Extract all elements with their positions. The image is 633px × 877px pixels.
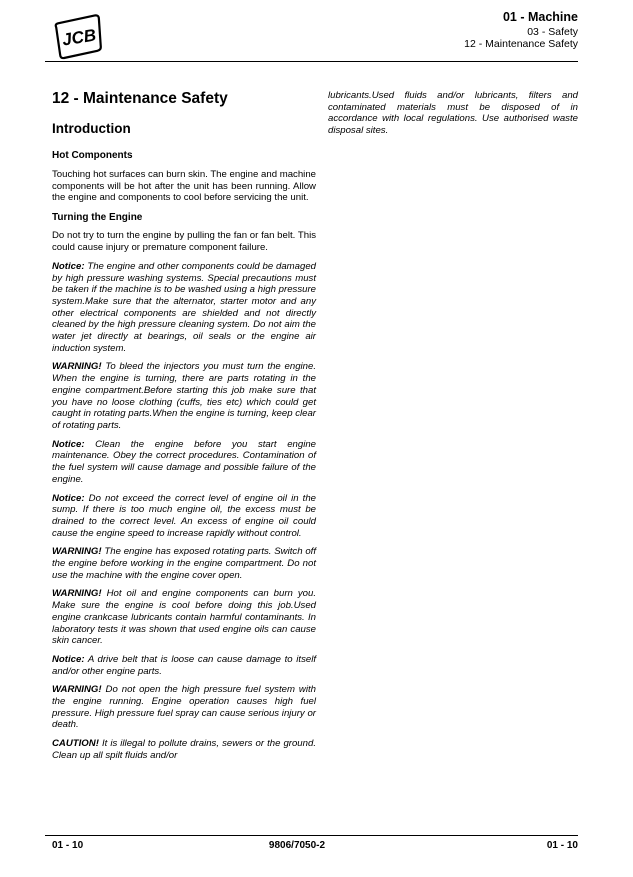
paragraph-hot-components: Touching hot surfaces can burn skin. The engine and machine components will be hot after the unit has been running. Allow the engine and components to cool before servicing the unit. — [52, 168, 316, 204]
caution-paragraph — [52, 738, 316, 761]
warning-paragraph — [52, 361, 316, 431]
subheading-hot-components: Hot Components — [52, 150, 133, 162]
notice-text: Clean the engine before you start engine maintenance. Obey the correct procedures. Contamination of the fuel system will cause damage and possible failure of the engine. — [52, 438, 316, 485]
warning-text: To bleed the injectors you must turn the engine. When the engine is turning, there are parts rotating in the engine compartment.Before starting this job make sure that you have no loose clothing (cuffs, ties etc) which could get caught in rotating parts.When the engine is turning, keep clear of rotating parts. — [52, 361, 316, 431]
jcb-logo-text: JCB — [60, 25, 98, 50]
subheading-turning-the-engine: Turning the Engine — [52, 211, 143, 223]
notice-paragraph — [52, 439, 316, 486]
caution-continuation — [328, 90, 578, 137]
warning-paragraph — [52, 546, 316, 581]
caution-lead: CAUTION! — [52, 738, 99, 750]
footer-page-number-right: 01 - 10 — [546, 840, 578, 851]
jcb-logo-icon — [48, 14, 110, 60]
warning-paragraph — [52, 684, 316, 731]
caution-continuation-text: lubricants.Used fluids and/or lubricants, filters and contaminated materials must be disposed of in accordance with local regulations. Use authorised waste disposal sites. — [328, 90, 578, 137]
page-title: 12 - Maintenance Safety — [52, 90, 228, 107]
warning-lead: WARNING! — [52, 361, 102, 373]
warning-text: Hot oil and engine components can burn you. Make sure the engine is cool before doing this job.Used engine crankcase lubricants contain harmful contaminants. In laboratory tests it was shown that used engine oils can cause skin cancer. — [52, 588, 316, 647]
footer-page-number-left: 01 - 10 — [52, 840, 84, 851]
warning-paragraph — [52, 588, 316, 647]
footer-rule — [45, 835, 578, 836]
breadcrumb-chapter: 01 - Machine — [502, 10, 578, 24]
breadcrumb-subsection: 12 - Maintenance Safety — [464, 38, 578, 51]
notice-text: A drive belt that is loose can cause damage to itself and/or other engine parts. — [52, 653, 317, 677]
jcb-logo — [48, 14, 110, 60]
warning-lead: WARNING! — [52, 546, 102, 558]
notice-lead: Notice: — [52, 492, 85, 504]
caution-text: It is illegal to pollute drains, sewers or the ground. Clean up all spilt fluids and/or — [52, 738, 316, 761]
notice-lead: Notice: — [52, 438, 85, 450]
notice-text: Do not exceed the correct level of engine oil in the sump. If there is too much engine oil, the excess must be drained to the correct level. An excess of engine oil could cause the engine speed to increase rapidly without control. — [52, 492, 316, 539]
content — [52, 90, 578, 769]
right-column — [328, 90, 578, 769]
notice-lead: Notice: — [52, 653, 85, 665]
breadcrumb-section: 03 - Safety — [527, 25, 578, 38]
notice-lead: Notice: — [52, 260, 85, 272]
header-rule — [45, 61, 578, 62]
warning-lead: WARNING! — [52, 684, 102, 696]
warning-lead: WARNING! — [52, 588, 102, 600]
notice-paragraph — [52, 261, 316, 355]
paragraph-turning-the-engine: Do not try to turn the engine by pulling the fan or fan belt. This could cause injury or premature component failure. — [52, 230, 316, 254]
introduction-heading: Introduction — [52, 120, 131, 136]
warning-text: The engine has exposed rotating parts. Switch off the engine before working in the engine compartment. Do not use the machine with the engine cover open. — [52, 546, 317, 581]
left-column — [52, 90, 316, 769]
warning-text: Do not open the high pressure fuel system with the engine running. Engine operation causes high fuel pressure. High pressure fuel spray can cause serious injury or death. — [52, 684, 316, 731]
notice-text: The engine and other components could be damaged by high pressure washing systems. Special precautions must be taken if the machine is to be washed using a high pressure system.Make sure that the alternator, starter motor and any other electrical components are shielded and not directly cleaned by the high pressure cleaning system. Do not aim the water jet directly at bearings, oil seals or the engine air induction system. — [52, 260, 317, 354]
footer-publication-number: 9806/7050-2 — [268, 840, 326, 851]
notice-paragraph — [52, 654, 316, 677]
breadcrumb — [464, 10, 578, 51]
notice-paragraph — [52, 493, 316, 540]
